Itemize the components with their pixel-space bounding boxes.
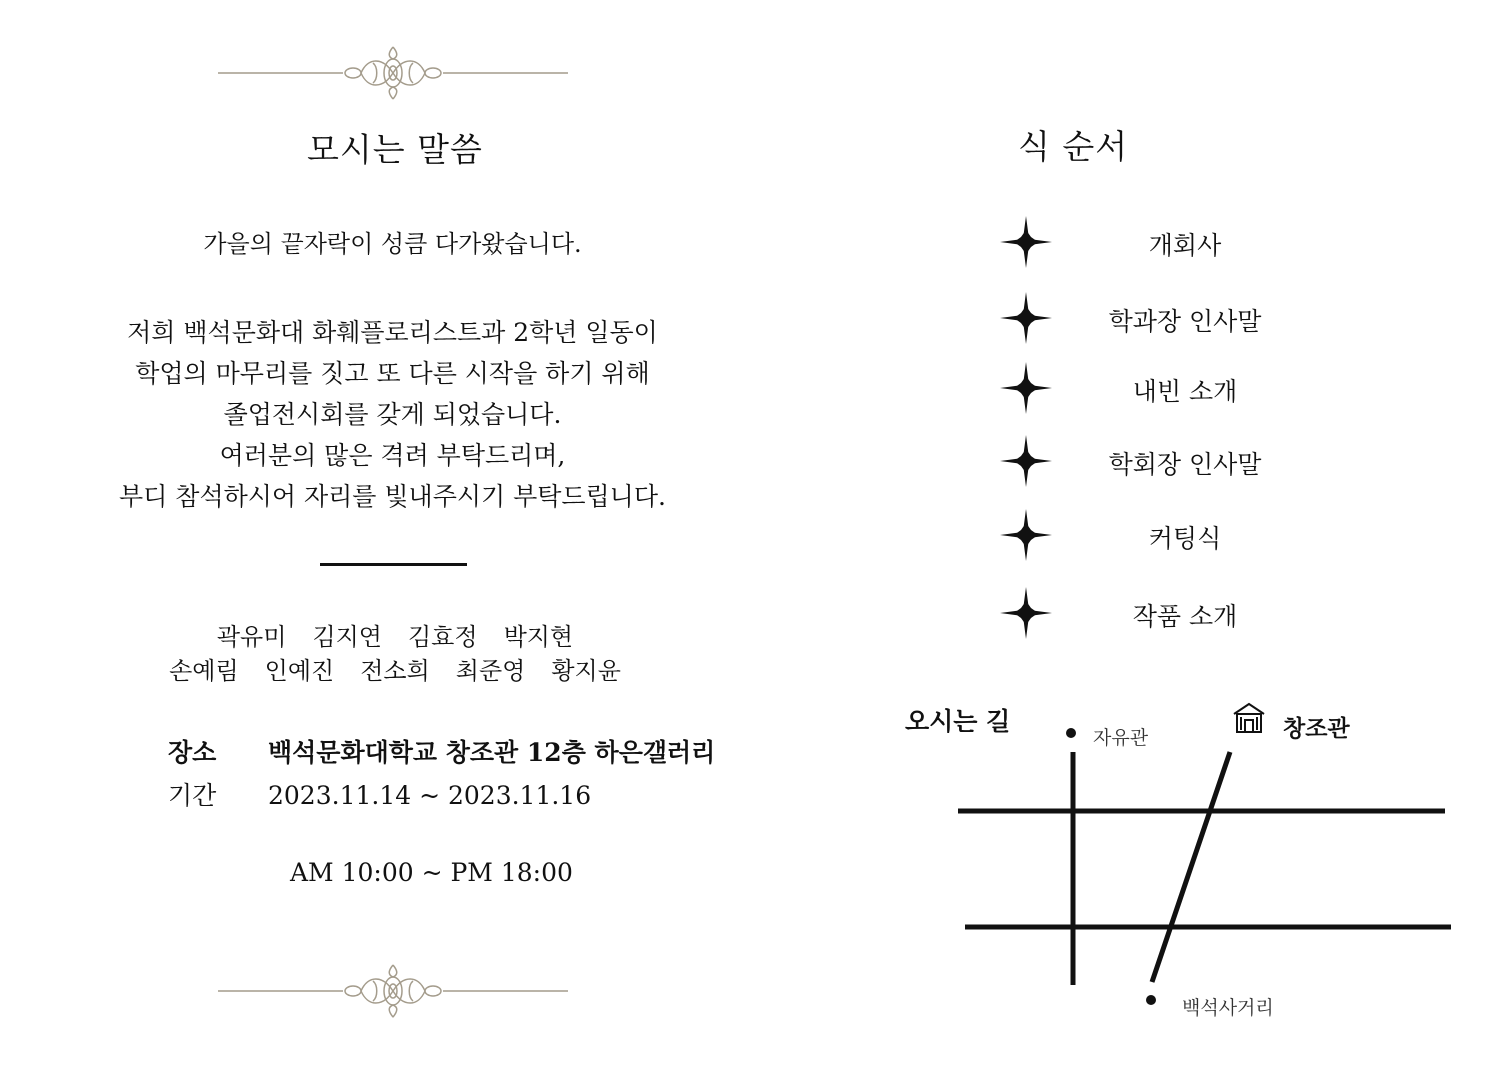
map-dot-sageori (1146, 995, 1156, 1005)
opening-hours: AM 10:00 ~ PM 18:00 (290, 858, 573, 887)
intro-line: 가을의 끝자락이 성큼 다가왔습니다. (203, 230, 582, 258)
period-value: 2023.11.14 ~ 2023.11.16 (268, 781, 592, 810)
map-label-changjo: 창조관 (1283, 716, 1350, 742)
map-label-jayu: 자유관 (1093, 727, 1149, 749)
place-label: 장소 (168, 738, 217, 767)
building-icon (1232, 702, 1266, 734)
period-label: 기간 (168, 781, 217, 810)
body-line: 저희 백석문화대 화훼플로리스트과 2학년 일동이 (127, 318, 658, 347)
section-divider (320, 563, 467, 566)
program-title: 식 순서 (1018, 127, 1129, 166)
star-icon (998, 290, 1054, 346)
place-row (165, 733, 715, 769)
body-line: 부디 참석하시어 자리를 빛내주시기 부탁드립니다. (119, 482, 666, 511)
student-name: 박지현 (503, 623, 574, 651)
star-icon (998, 507, 1054, 563)
map-label-sageori: 백석사거리 (1182, 997, 1274, 1019)
student-name: 김지연 (312, 623, 382, 651)
invitation-title: 모시는 말씀 (307, 130, 483, 169)
star-icon (998, 433, 1054, 489)
program-item-label: 개회사 (1148, 231, 1222, 260)
directions-map (940, 700, 1470, 1040)
program-item (990, 290, 1310, 346)
program-item-label: 작품 소개 (1132, 602, 1238, 631)
program-item (990, 360, 1310, 416)
student-name: 황지윤 (551, 657, 621, 685)
program-item (990, 585, 1310, 641)
body-line: 여러분의 많은 격려 부탁드리며, (219, 441, 566, 470)
names-row-1 (110, 620, 680, 654)
invitation-body (60, 312, 725, 517)
student-name: 손예림 (169, 657, 239, 685)
student-name: 전소희 (360, 657, 430, 685)
program-item-label: 커팅식 (1148, 524, 1222, 553)
map-heading: 오시는 길 (905, 707, 1011, 736)
student-name: 김효정 (408, 623, 478, 651)
body-line: 학업의 마무리를 짓고 또 다른 시작을 하기 위해 (135, 359, 650, 388)
ornament-top (218, 43, 568, 103)
student-name: 곽유미 (216, 623, 287, 651)
student-name: 인예진 (264, 657, 335, 685)
map-road-diagonal (1152, 752, 1230, 982)
place-value: 백석문화대학교 창조관 12층 하은갤러리 (268, 738, 716, 767)
student-name: 최준영 (455, 657, 526, 685)
star-icon (998, 360, 1054, 416)
program-item (990, 214, 1310, 270)
program-item (990, 507, 1310, 563)
body-line: 졸업전시회를 갖게 되었습니다. (223, 400, 562, 429)
student-names (110, 620, 680, 688)
program-item (990, 433, 1310, 489)
names-row-2 (110, 654, 680, 688)
ornament-bottom (218, 961, 568, 1021)
star-icon (998, 214, 1054, 270)
map-dot-jayu (1066, 728, 1076, 738)
program-item-label: 내빈 소개 (1132, 377, 1238, 406)
program-item-label: 학과장 인사말 (1108, 307, 1262, 336)
program-item-label: 학회장 인사말 (1108, 450, 1262, 479)
period-row (165, 776, 591, 812)
star-icon (998, 585, 1054, 641)
